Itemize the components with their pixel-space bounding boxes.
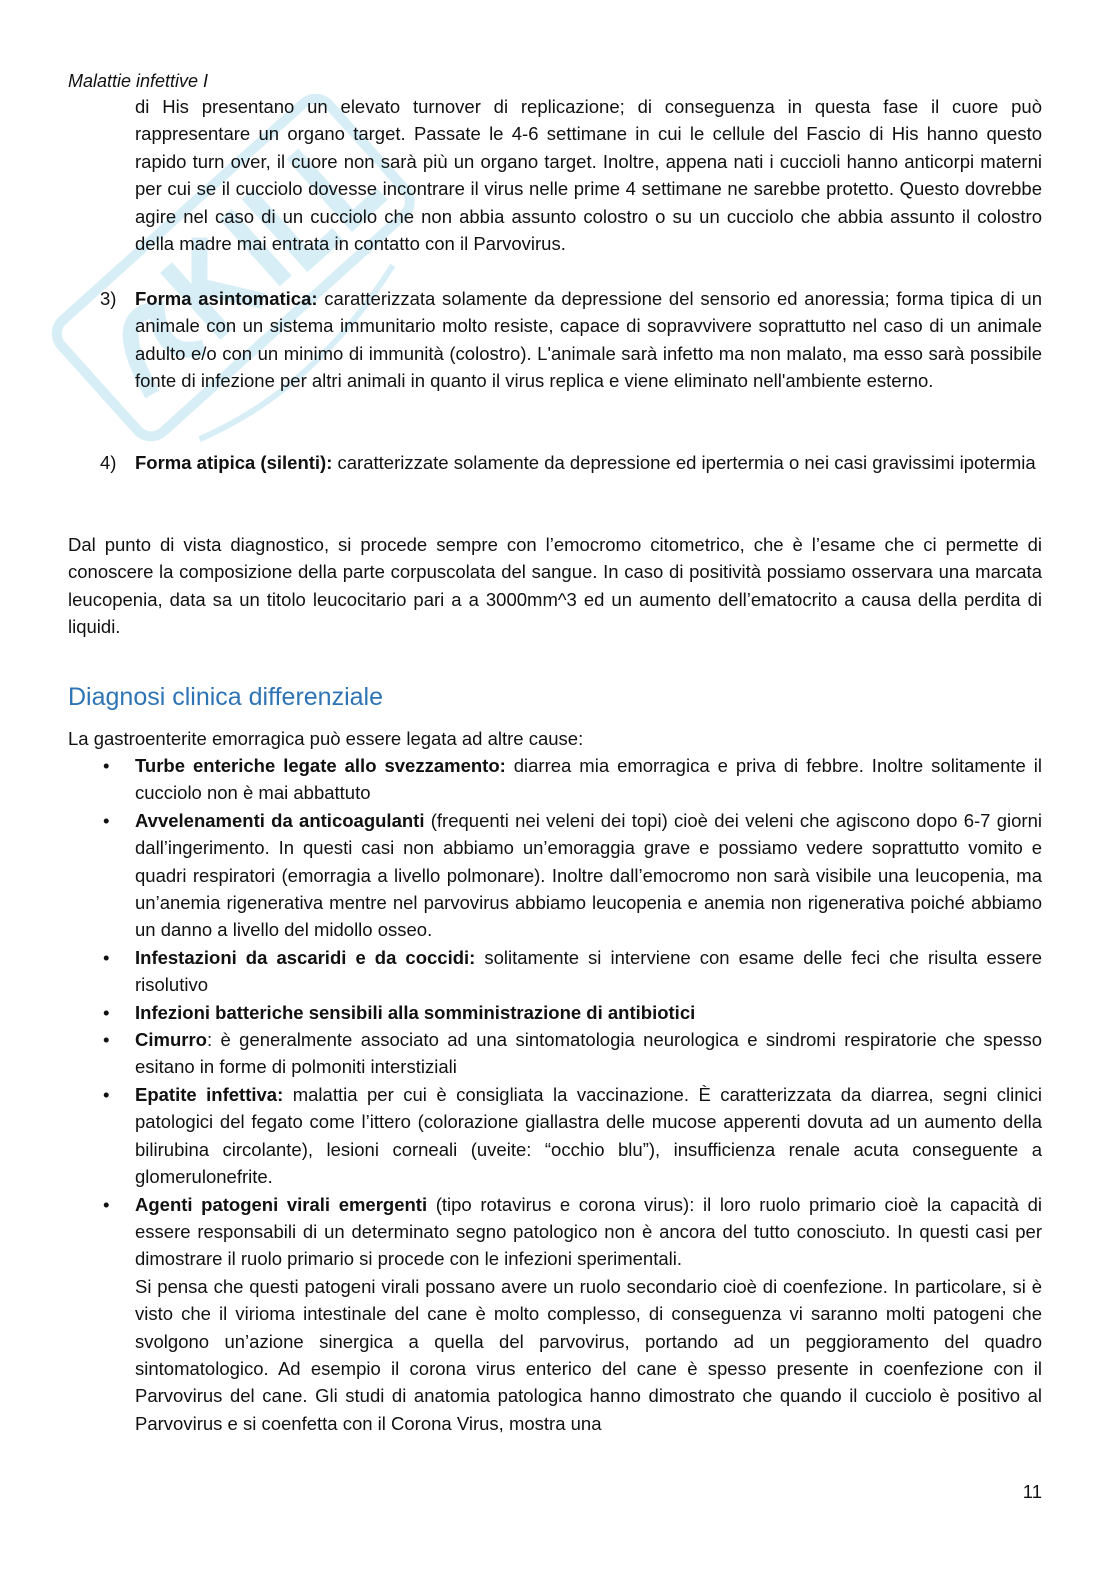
- section-heading: Diagnosi clinica differenziale: [68, 683, 383, 711]
- bullet-icon: •: [103, 946, 110, 968]
- list-item: [100, 999, 1042, 1026]
- list-item: [100, 944, 1042, 999]
- numbered-item: [100, 285, 1042, 395]
- item-term: Infezioni batteriche sensibili alla somministrazione di antibiotici: [135, 1001, 696, 1023]
- item-body: caratterizzata solamente da depressione del sensorio ed anoressia; forma tipica di un animale con un sistema immunitario molto resiste, capace di sopravvivere soprattutto nel caso di un animale adulto e/o con un minimo di immunità (colostro). L'animale sarà infetto ma non malato, ma esso sarà possibile fonte di infezione per altri animali in quanto il virus replica e viene eliminato nell'ambiente esterno.: [135, 288, 1043, 392]
- item-body: diarrea mia emorragica e priva di febbre. Inoltre solitamente il cucciolo non è mai abbattuto: [135, 755, 1042, 804]
- differential-diagnosis-list: [100, 752, 1042, 1437]
- item-body: caratterizzate solamente da depressione ed ipertermia o nei casi gravissimi ipotermia: [332, 452, 1036, 473]
- list-item: [100, 1191, 1042, 1438]
- item-number: 4): [100, 452, 117, 473]
- item-body: malattia per cui è consigliata la vaccinazione. È caratterizzata da diarrea, segni clinici patologici del fegato come l’ittero (colorazione giallastra delle mucose apperenti dovuta ad un aumento della bilirubina circolante), lesioni corneali (uveite: “occhio blu”), insufficienza renale acuta conseguente a glomerulonefrite.: [135, 1083, 1042, 1188]
- item-term: Forma asintomatica:: [135, 288, 318, 309]
- bullet-icon: •: [103, 755, 110, 776]
- item-number: 3): [100, 288, 117, 309]
- item-body: (tipo rotavirus e corona virus): il loro ruolo primario cioè la capacità di essere responsabili di un determinato segno patologico non è ancora del tutto conosciuto. In questi casi per dimostrare il ruolo primario si procede con le infezioni sperimentali.: [135, 1193, 1042, 1270]
- list-item: [100, 1081, 1042, 1191]
- item-term: Avvelenamenti da anticoagulanti: [135, 809, 425, 831]
- item-body: solitamente si interviene con esame delle feci che risulta essere risolutivo: [135, 946, 1042, 996]
- item-text: [135, 285, 1042, 395]
- continuation-paragraph: di His presentano un elevato turnover di replicazione; di conseguenza in questa fase il cuore può rappresentare un organo target. Passate le 4-6 settimane in cui le cellule del Fascio di His hanno questo rapido turn over, il cuore non sarà più un organo target. Inoltre, appena nati i cuccioli hanno anticorpi materni per cui se il cucciolo dovesse incontrare il virus nelle prime 4 settimane ne sarebbe protetto. Questo dovrebbe agire nel caso di un cucciolo che non abbia assunto colostro o su un cucciolo che abbia assunto il colostro della madre mai entrata in contatto con il Parvovirus.: [135, 96, 1042, 255]
- bullet-icon: •: [103, 1083, 110, 1105]
- item-term: Turbe enteriche legate allo svezzamento:: [135, 755, 506, 776]
- bullet-icon: •: [103, 1029, 110, 1051]
- item-text: [135, 449, 1042, 476]
- item-term: Epatite infettiva:: [135, 1083, 284, 1105]
- list-item: [100, 807, 1042, 944]
- bullet-icon: •: [103, 809, 110, 831]
- diagnostic-paragraph: Dal punto di vista diagnostico, si procede sempre con l’emocromo citometrico, che è l’esame che ci permette di conoscere la composizione della parte corpuscolata del sangue. In caso di positività possiamo osservara una marcata leucopenia, data sa un titolo leucocitario pari a a 3000mm^3 ed un aumento dell’ematocrito a causa della perdita di liquidi.: [68, 534, 1042, 638]
- bullet-icon: •: [103, 1193, 110, 1215]
- list-item: [100, 752, 1042, 807]
- numbered-item: [100, 449, 1042, 476]
- running-header: Malattie infettive I: [68, 71, 209, 91]
- page-number: 11: [1022, 1481, 1042, 1502]
- item-term: Forma atipica (silenti):: [135, 452, 333, 473]
- item-term: Infestazioni da ascaridi e da coccidi:: [135, 946, 476, 968]
- bullet-icon: •: [103, 1001, 110, 1023]
- item-body: : è generalmente associato ad una sintomatologia neurologica e sindromi respiratorie che spesso esitano in forme di polmoniti interstiziali: [135, 1029, 1042, 1078]
- item-term: Cimurro: [135, 1029, 207, 1051]
- list-item: [100, 1026, 1042, 1081]
- item-term: Agenti patogeni virali emergenti: [135, 1193, 428, 1215]
- section-intro: La gastroenterite emorragica può essere legata ad altre cause:: [68, 728, 584, 749]
- item-continuation: Si pensa che questi patogeni virali possano avere un ruolo secondario cioè di coenfezione. In particolare, si è visto che il virioma intestinale del cane è molto complesso, di conseguenza vi saranno molti patogeni che svolgono un’azione sinergica a quella del parvovirus, portando ad un peggioramento del quadro sintomatologico. Ad esempio il corona virus enterico del cane è spesso presente in coenfezione con il Parvovirus del cane. Gli studi di anatomia patologica hanno dimostrato che quando il cucciolo è positivo al Parvovirus e si coenfetta con il Corona Virus, mostra una: [135, 1275, 1042, 1434]
- item-body: (frequenti nei veleni dei topi) cioè dei veleni che agiscono dopo 6-7 giorni dall’ingerimento. In questi casi non abbiamo un’emoraggia grave e possiamo vedere soprattutto vomito e quadri respiratori (emorragia a livello polmonare). Inoltre dall’emocromo non sarà visibile una leucopenia, ma un’anemia rigenerativa mentre nel parvovirus abbiamo leucopenia e anemia non rigenerativa poiché abbiamo un danno a livello del midollo osseo.: [135, 809, 1042, 941]
